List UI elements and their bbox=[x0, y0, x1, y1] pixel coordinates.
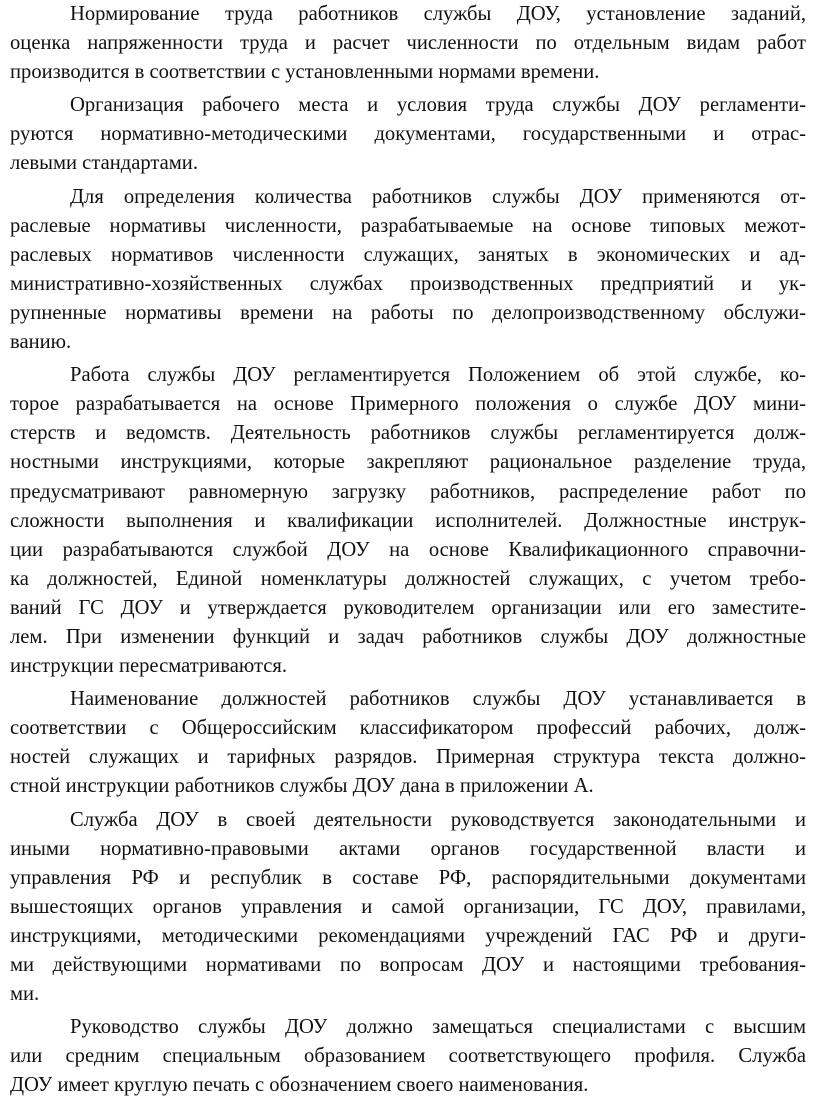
text-line: управления РФ и республик в составе РФ, распорядительными документами bbox=[10, 866, 806, 889]
text-line: ностными инструкциями, которые закрепляют рациональное разделение труда, bbox=[10, 451, 806, 474]
text-line: ми действующими нормативами по вопросам ДОУ и настоящими требования- bbox=[10, 954, 806, 976]
text-line: Служба ДОУ в своей деятельности руководствуется законодательными и bbox=[70, 808, 806, 831]
text-line: торое разрабатывается на основе Примерного положения о службе ДОУ мини- bbox=[10, 393, 806, 416]
text-line: стной инструкции работников службы ДОУ дана в приложении А. bbox=[10, 775, 594, 798]
text-line: оценка напряженности труда и расчет численности по отдельным видам работ bbox=[10, 32, 806, 55]
text-line: производится в соответствии с установленными нормами времени. bbox=[10, 61, 600, 84]
text-line: ДОУ имеет круглую печать с обозначением своего наименования. bbox=[10, 1074, 589, 1097]
text-line: лем. При изменении функций и задач работников службы ДОУ должностные bbox=[10, 625, 806, 648]
text-line: раслевые нормативы численности, разрабатываемые на основе типовых межот- bbox=[10, 214, 806, 237]
text-line: вышестоящих органов управления и самой организации, ГС ДОУ, правилами, bbox=[10, 895, 806, 918]
text-line: ностей служащих и тарифных разрядов. Примерная структура текста должно- bbox=[10, 746, 806, 769]
text-line: ка должностей, Единой номенклатуры должностей служащих, с учетом требо- bbox=[10, 567, 806, 590]
document-page bbox=[10, 0, 806, 1104]
paragraph bbox=[10, 91, 806, 178]
paragraph bbox=[10, 1013, 806, 1100]
text-line: раслевых нормативов численности служащих, занятых в экономических и ад- bbox=[10, 243, 806, 266]
text-line: ми. bbox=[10, 983, 40, 1006]
text-line: или средним специальным образованием соответствующего профиля. Служба bbox=[10, 1045, 806, 1068]
text-line: Руководство службы ДОУ должно замещаться специалистами с высшим bbox=[70, 1016, 806, 1039]
text-line: Для определения количества работников службы ДОУ применяются от- bbox=[70, 185, 806, 208]
text-line: стерств и ведомств. Деятельность работников службы регламентируется долж- bbox=[10, 422, 806, 445]
text-line: министративно-хозяйственных службах производственных предприятий и ук- bbox=[10, 272, 806, 295]
text-line: инструкциями, методическими рекомендациями учреждений ГАС РФ и други- bbox=[10, 924, 806, 947]
text-line: руются нормативно-методическими документами, государственными и отрас- bbox=[10, 123, 806, 146]
text-line: Работа службы ДОУ регламентируется Положением об этой службе, ко- bbox=[70, 364, 806, 387]
text-line: ванию. bbox=[10, 331, 72, 354]
text-line: инструкции пересматриваются. bbox=[10, 655, 288, 678]
text-line: Наименование должностей работников службы ДОУ устанавливается в bbox=[70, 688, 806, 711]
text-line: ваний ГС ДОУ и утверждается руководителем организации или его заместите- bbox=[10, 596, 806, 619]
paragraph bbox=[10, 806, 806, 1010]
paragraph bbox=[10, 685, 806, 801]
text-line: предусматривают равномерную загрузку работников, распределение работ по bbox=[10, 480, 806, 503]
text-line: рупненные нормативы времени на работы по делопроизводственному обслужи- bbox=[10, 301, 806, 324]
paragraph bbox=[10, 0, 806, 87]
text-line: Организация рабочего места и условия труда службы ДОУ регламенти- bbox=[70, 94, 806, 117]
text-line: иными нормативно-правовыми актами органов государственной власти и bbox=[10, 837, 806, 860]
text-line: соответствии с Общероссийским классификатором профессий рабочих, долж- bbox=[10, 717, 806, 740]
text-line: сложности выполнения и квалификации исполнителей. Должностные инструк- bbox=[10, 509, 806, 532]
text-line: левыми стандартами. bbox=[10, 152, 198, 175]
text-line: Нормирование труда работников службы ДОУ, установление заданий, bbox=[70, 3, 806, 25]
text-line: ции разрабатываются службой ДОУ на основе Квалификационного справочни- bbox=[10, 538, 806, 561]
paragraph bbox=[10, 361, 806, 681]
paragraph bbox=[10, 183, 806, 358]
